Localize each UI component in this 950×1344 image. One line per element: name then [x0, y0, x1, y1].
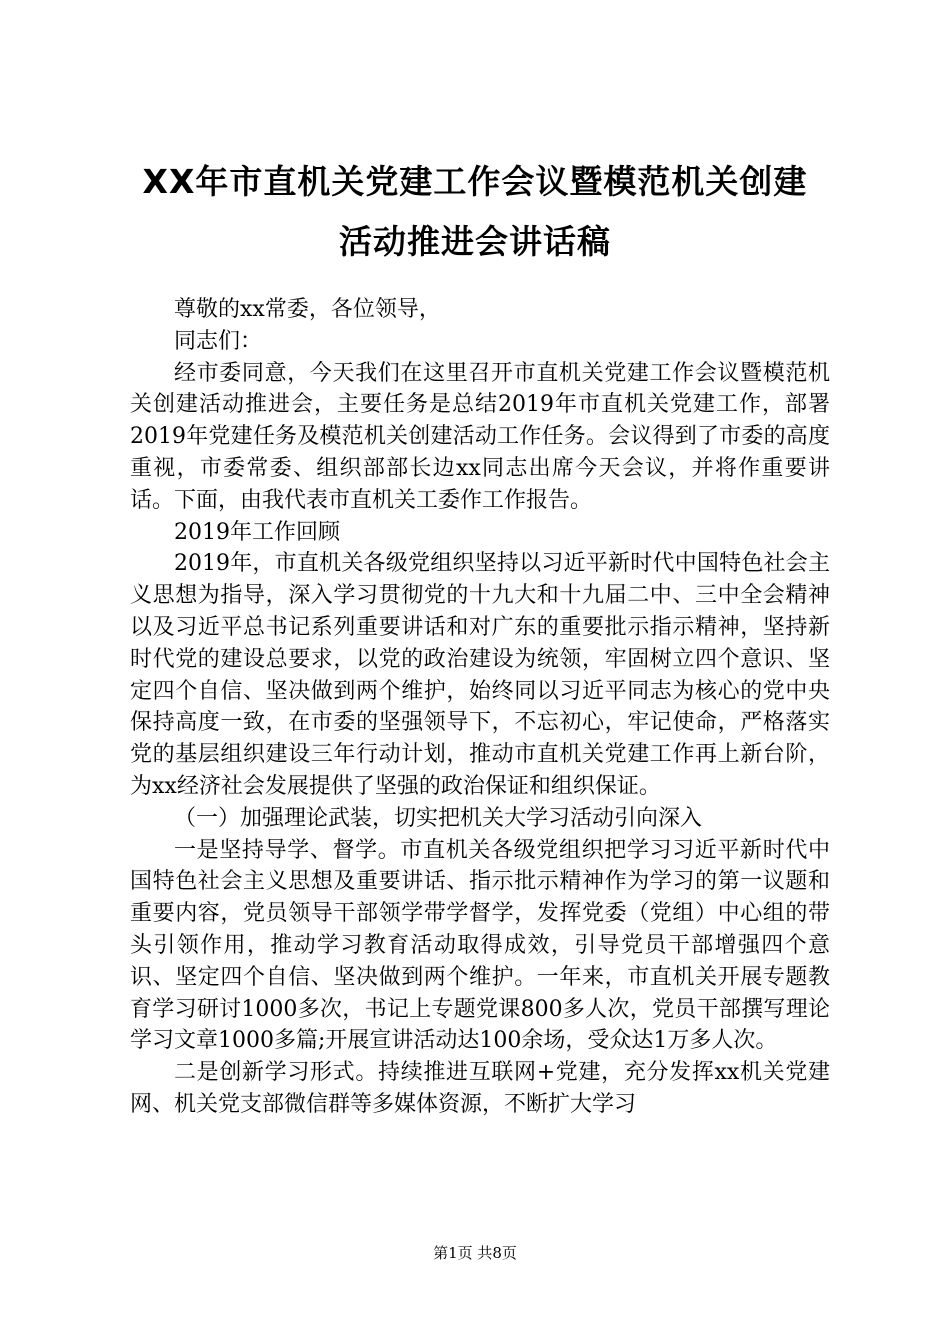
salutation-comrades: 同志们： — [174, 328, 263, 354]
subsection-heading-1: （一）加强理论武装，切实把机关大学习活动引向深入 — [174, 805, 703, 831]
page-number-footer: 第1页 共8页 — [433, 1244, 517, 1262]
section-heading-review: 2019年工作回顾 — [174, 519, 340, 545]
document-body — [130, 294, 830, 1121]
paragraph-point-1: 一是坚持导学、督学。市直机关各级党组织把学习习近平新时代中国特色社会主义思想及重要讲话、指示批示精神作为学习的第一议题和重要内容，党员领导干部领学带学督学，发挥党委（党组）中心组的带头引领作用，推动学习教育活动取得成效，引导党员干部增强四个意识、坚定四个自信、坚决做到两个维护。一年来，市直机关开展专题教育学习研讨1000多次，书记上专题党课800多人次，党员干部撰写理论学习文章1000多篇;开展宣讲活动达100余场，受众达1万多人次。 — [130, 837, 830, 1054]
document-title-line-1: XX年市直机关党建工作会议暨模范机关创建 — [142, 162, 808, 201]
paragraph-intro: 经市委同意，今天我们在这里召开市直机关党建工作会议暨模范机关创建活动推进会，主要任务是总结2019年市直机关党建工作，部署2019年党建任务及模范机关创建活动工作任务。会议得到了市委的高度重视，市委常委、组织部部长边xx同志出席今天会议，并将作重要讲话。下面，由我代表市直机关工委作工作报告。 — [130, 360, 830, 513]
document-title-line-2: 活动推进会讲话稿 — [339, 222, 611, 261]
salutation: 尊敬的xx常委，各位领导， — [174, 297, 441, 322]
paragraph-review: 2019年，市直机关各级党组织坚持以习近平新时代中国特色社会主义思想为指导，深入学习贯彻党的十九大和十九届二中、三中全会精神以及习近平总书记系列重要讲话和对广东的重要批示指示精神，坚持新时代党的建设总要求，以党的政治建设为统领，牢固树立四个意识、坚定四个自信、坚决做到两个维护，始终同以习近平同志为核心的党中央保持高度一致，在市委的坚强领导下，不忘初心，牢记使命，严格落实党的基层组织建设三年行动计划，推动市直机关党建工作再上新台阶，为xx经济社会发展提供了坚强的政治保证和组织保证。 — [130, 551, 830, 799]
paragraph-point-2: 二是创新学习形式。持续推进互联网+党建，充分发挥xx机关党建网、机关党支部微信群等多媒体资源，不断扩大学习 — [130, 1060, 830, 1117]
